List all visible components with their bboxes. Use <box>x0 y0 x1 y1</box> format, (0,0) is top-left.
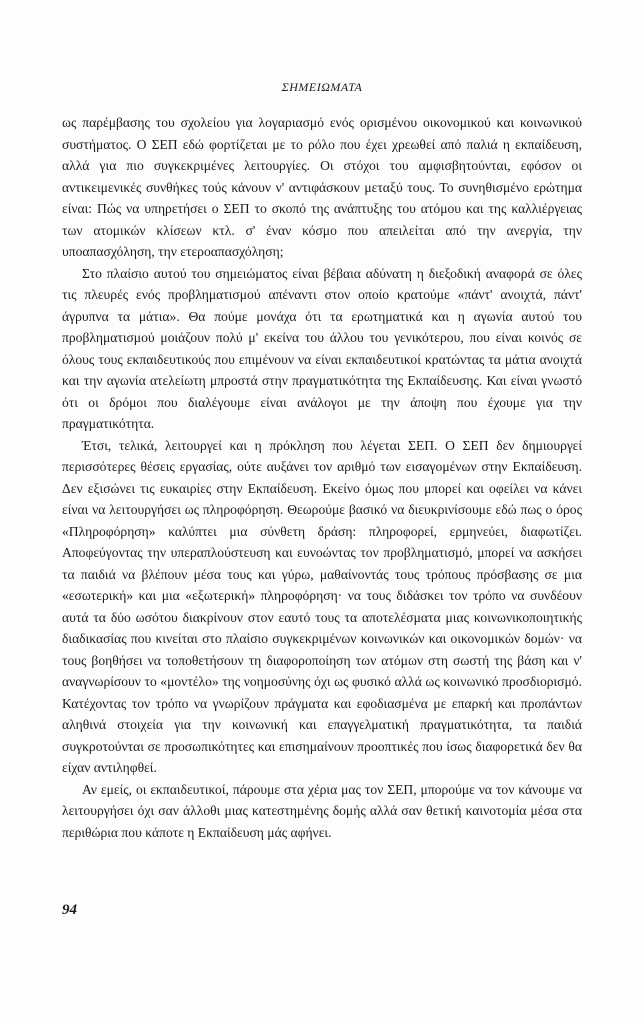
body-text <box>62 112 582 843</box>
paragraph-2: Στο πλαίσιο αυτού του σημειώματος είναι βέβαια αδύνατη η διεξοδική αναφορά σε όλες τις πλευρές ενός προβληματισμού απέναντι στον οποίο κρατούμε «πάντ' ανοιχτά, πάντ' άγρυπνα τα μάτια». Θα πούμε μονάχα ότι τα ερωτηματικά και η αγωνία αυτού του προβληματισμού μοιάζουν πολύ μ' εκείνα του άλλου του γενικότερου, που είναι κοινός σε όλους τους εκπαιδευτικούς που επιμένουν να είναι εκπαιδευτικοί κρατώντας τα μάτια ανοιχτά και την αγωνία ατελείωτη μπροστά στην πραγματικότητα της Εκπαίδευσης. Και είναι γνωστό ότι οι δρόμοι που διαλέγουμε είναι ανάλογοι με την άποψη που έχουμε για την πραγματικότητα. <box>62 265 582 431</box>
running-head-title: ΣΗΜΕΙΩΜΑΤΑ <box>281 80 363 94</box>
paragraph-3: Έτσι, τελικά, λειτουργεί και η πρόκληση που λέγεται ΣΕΠ. Ο ΣΕΠ δεν δημιουργεί περισσότερες θέσεις εργασίας, ούτε αυξάνει τον αριθμό των εισαγομένων στην Εκπαίδευση. Δεν εξισώνει τις ευκαιρίες στην Εκπαίδευση. Εκείνο όμως που μπορεί και οφείλει να κάνει είναι να λειτουργήσει ως πληροφόρηση. Θεωρούμε βασικό να διευκρινίσουμε εδώ πως ο όρος «Πληροφόρηση» καλύπτει μια σύνθετη δράση: πληροφορεί, ερμηνεύει, διαφωτίζει. Αποφεύγοντας την υπεραπλούστευση και ευνοώντας τον προβληματισμό, μπορεί να ασκήσει τα παιδιά να βλέπουν μέσα τους και γύρω, μαθαίνοντάς τους τρόπους πρόσβασης σε μια «εσωτερική» και μια «εξωτερική» πληροφόρηση· να τους διδάσκει τον τρόπο να συνδέουν αυτά τα δύο ωσότου διακρίνουν στον εαυτό τους τα αποτελέσματα μιας κοινωνικοποιητικής διαδικασίας που κινείται στο πλαίσιο συγκεκριμένων κοινωνικών και οικονομικών δομών· να τους βοηθήσει να τοποθετήσουν τη διαφοροποίηση των ατόμων στη σωστή της βάση και ν' αναγνωρίσουν το «μοντέλο» της νοημοσύνης όχι ως φυσικό αλλά ως κοινωνικό προσδιορισμό. Κατέχοντας τον τρόπο να γνωρίζουν πράγματα και εφοδιασμένα με επαρκή και προπάντων αληθινά στοιχεία για την κοινωνική και επαγγελματική πραγματικότητα, τα παιδιά συγκροτούνται σε προσωπικότητες και επισημαίνουν προοπτικές που ίσως διαφορετικά δεν θα είχαν αντιληφθεί. <box>62 437 582 775</box>
page-number: 94 <box>62 902 77 918</box>
paragraph-1: ως παρέμβασης του σχολείου για λογαριασμό ενός ορισμένου οικονομικού και κοινωνικού συστήματος. Ο ΣΕΠ εδώ φορτίζεται με το ρόλο που έχει χρεωθεί από παλιά η εκπαίδευση, αλλά για πιο συγκεκριμένες λειτουργίες. Οι στόχοι του αμφισβητούνται, εφόσον οι αντικειμενικές συνθήκες τούς κάνουν ν' αντιφάσκουν μεταξύ τους. Το συνηθισμένο ερώτημα είναι: Πώς να υπηρετήσει ο ΣΕΠ το σκοπό της ανάπτυξης του ατόμου και της καλλιέργειας των ατομικών κλίσεων κτλ. σ' έναν κόσμο που απειλείται από την ανεργία, την υποαπασχόληση, την ετεροαπασχόληση; <box>62 115 582 259</box>
paragraph-4: Αν εμείς, οι εκπαιδευτικοί, πάρουμε στα χέρια μας τον ΣΕΠ, μπορούμε να τον κάνουμε να λειτουργήσει όχι σαν άλλοθι μιας κατεστημένης δομής αλλά σαν θετική καινοτομία μέσα στα περιθώρια που κάποτε η Εκπαίδευση μάς αφήνει. <box>62 781 582 840</box>
